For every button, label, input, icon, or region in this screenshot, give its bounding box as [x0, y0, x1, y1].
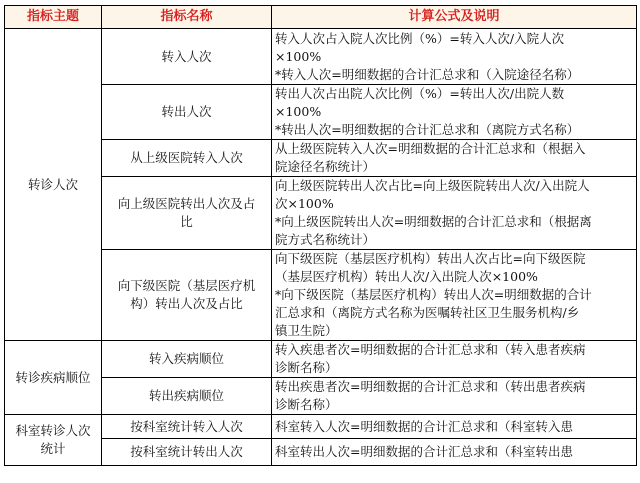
indicator-name-line: 转出人次 — [161, 104, 212, 119]
indicator-name-cell — [102, 29, 272, 85]
formula-line: （基层医疗机构）转出人次/入出院人次×100% — [275, 269, 538, 284]
indicator-name-cell — [102, 439, 272, 466]
formula-line: *转入人次=明细数据的合计汇总求和（入院途径名称） — [275, 66, 580, 82]
formula-line: 科室转出人次=明细数据的合计汇总求和（科室转出患 — [275, 444, 573, 459]
formula-line: 院方式名称统计） — [275, 232, 376, 247]
indicator-name-line: 向上级医院转出人次及占 — [117, 196, 256, 211]
metrics-table — [4, 5, 637, 466]
formula-line: *向下级医院（基层医疗机构）转出人次=明细数据的合计 — [275, 287, 592, 302]
formula-line: 镇卫生院） — [275, 323, 338, 338]
formula-line: 院途径名称统计） — [275, 159, 376, 174]
formula-line: 诊断名称） — [275, 397, 338, 412]
indicator-name-line: 向下级医院（基层医疗机 — [117, 278, 256, 293]
header-row — [5, 6, 637, 29]
theme-label: 科室转诊人次 统计 — [15, 423, 91, 456]
formula-cell — [272, 29, 637, 85]
indicator-name-line: 按科室统计转入人次 — [130, 418, 243, 434]
formula-line: 向上级医院转出人次占比=向上级医院转出人次/入出院人 — [275, 178, 590, 193]
formula-line: 科室转入人次=明细数据的合计汇总求和（科室转入患 — [275, 418, 573, 434]
formula-line: 汇总求和（离院方式名称为医嘱转社区卫生服务机构/乡 — [275, 305, 580, 320]
header-theme: 指标主题 — [5, 6, 102, 29]
indicator-name-cell — [102, 415, 272, 439]
indicator-name-cell — [102, 140, 272, 177]
formula-line: 转出疾患者次=明细数据的合计汇总求和（转出患者疾病 — [275, 379, 586, 394]
table-row — [5, 29, 637, 85]
table-row — [5, 415, 637, 439]
formula-line: 转出人次占出院人次比例（%）=转出人次/出院人数 — [275, 86, 565, 101]
header-formula: 计算公式及说明 — [272, 6, 637, 29]
indicator-name-line: 比 — [180, 214, 193, 229]
formula-cell — [272, 85, 637, 140]
formula-line: *转出人次=明细数据的合计汇总求和（离院方式名称） — [275, 122, 580, 137]
indicator-name-line: 按科室统计转出人次 — [130, 444, 243, 459]
indicator-name-line: 转入人次 — [161, 48, 212, 64]
indicator-name-line: 转出疾病顺位 — [148, 388, 224, 403]
formula-cell — [272, 415, 637, 439]
indicator-name-cell — [102, 85, 272, 140]
header-name: 指标名称 — [102, 6, 272, 29]
formula-line: 向下级医院（基层医疗机构）转出人次占比=向下级医院 — [275, 251, 586, 266]
formula-cell — [272, 439, 637, 466]
indicator-name-cell — [102, 177, 272, 250]
formula-cell — [272, 140, 637, 177]
indicator-name-cell — [102, 250, 272, 341]
formula-line: ×100% — [275, 48, 322, 64]
formula-line: 诊断名称） — [275, 360, 338, 375]
formula-line: 转入疾患者次=明细数据的合计汇总求和（转入患者疾病 — [275, 342, 586, 357]
theme-cell — [5, 341, 102, 415]
theme-label: 转诊人次 — [27, 176, 78, 192]
formula-cell — [272, 341, 637, 378]
indicator-name-line: 构）转出人次及占比 — [130, 296, 243, 311]
indicator-name-line: 转入疾病顺位 — [148, 351, 224, 366]
table-body — [5, 29, 637, 466]
formula-line: ×100% — [275, 104, 322, 119]
formula-cell — [272, 378, 637, 415]
formula-line: *向上级医院转出人次=明细数据的合计汇总求和（根据离 — [275, 214, 592, 229]
indicator-name-line: 从上级医院转入人次 — [130, 150, 243, 165]
formula-line: 转入人次占入院人次比例（%）=转入人次/入院人次 — [275, 30, 565, 46]
table-row — [5, 341, 637, 378]
formula-line: 从上级医院转入人次=明细数据的合计汇总求和（根据入 — [275, 141, 586, 156]
formula-line: 次×100% — [275, 196, 334, 211]
indicator-name-cell — [102, 341, 272, 378]
indicator-name-cell — [102, 378, 272, 415]
theme-label: 转诊疾病顺位 — [15, 369, 91, 385]
theme-cell — [5, 29, 102, 341]
theme-cell — [5, 415, 102, 466]
formula-cell — [272, 177, 637, 250]
formula-cell — [272, 250, 637, 341]
